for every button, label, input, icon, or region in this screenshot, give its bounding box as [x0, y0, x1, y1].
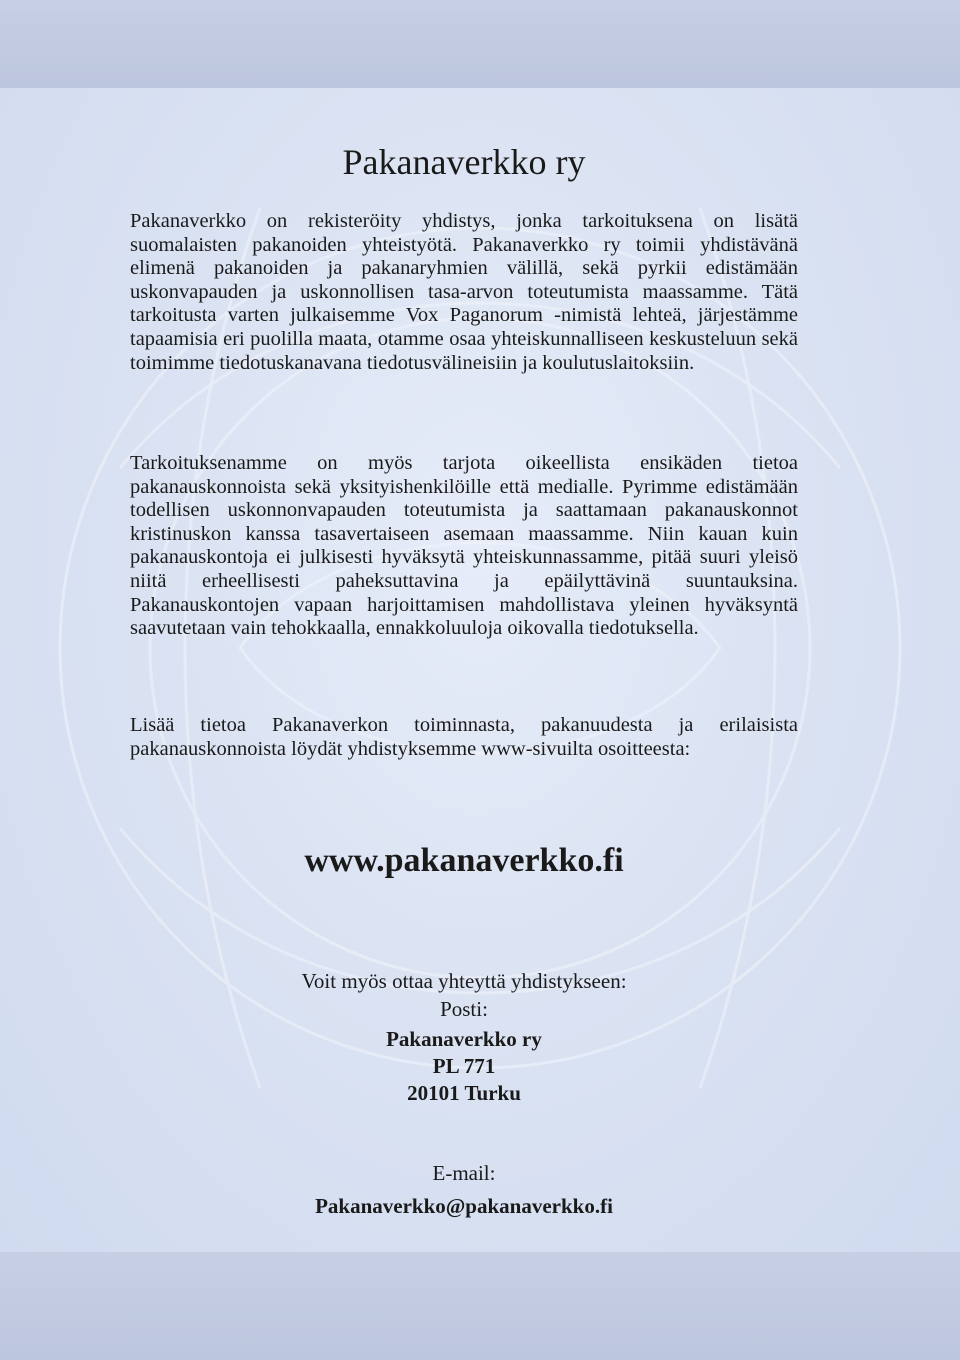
post-label: Posti:: [440, 997, 488, 1021]
document-page: [0, 88, 960, 1252]
postal-box: PL 771: [432, 1054, 496, 1078]
email-label: E-mail:: [432, 1161, 496, 1185]
postal-city: 20101 Turku: [407, 1081, 521, 1105]
page-title: Pakanaverkko ry: [342, 142, 586, 182]
contact-intro: Voit myös ottaa yhteyttä yhdistykseen:: [301, 969, 627, 993]
bottom-band: [0, 1252, 960, 1360]
postal-name: Pakanaverkko ry: [386, 1027, 542, 1051]
email-address[interactable]: Pakanaverkko@pakanaverkko.fi: [315, 1194, 613, 1218]
purpose-paragraph: Tarkoituksenamme on myös tarjota oikeellista ensikäden tietoa pakanauskonnoista sekä yksityishenkilöille että medialle. Pyrimme edistämään todellisen uskonnonvapauden toteutumista ja saattamaan pakanauskonnot kristinuskon kanssa tasavertaiseen asemaan maassamme. Niin kauan kuin pakanauskontoja ei julkisesti hyväksytä yhteiskunnassamme, pitää suuri yleisö niitä erheellisesti paheksuttavina ja epäilyttävinä suuntauksina. Pakanauskontojen vapaan harjoittamisen mahdollistava yleinen hyväksyntä saavutetaan vain tehokkaalla, ennakkoluuloja oikovalla tiedotuksella.: [130, 452, 798, 640]
website-link[interactable]: www.pakanaverkko.fi: [304, 842, 624, 879]
top-band: [0, 0, 960, 88]
intro-paragraph: Pakanaverkko on rekisteröity yhdistys, jonka tarkoituksena on lisätä suomalaisten pakanoiden yhteistyötä. Pakanaverkko ry toimii yhdistävänä elimenä pakanoiden ja pakanaryhmien välillä, sekä pyrkii edistämään uskonvapauden ja uskonnollisen tasa-arvon toteutumista maassamme. Tätä tarkoitusta varten julkaisemme Vox Paganorum -nimistä lehteä, järjestämme tapaamisia eri puolilla maata, otamme osaa yhteiskunnalliseen keskusteluun sekä toimimme tiedotuskanavana tiedotusvälineisiin ja koulutuslaitoksiin.: [130, 210, 798, 374]
more-info-paragraph: Lisää tietoa Pakanaverkon toiminnasta, pakanuudesta ja erilaisista pakanauskonnoista löydät yhdistyksemme www-sivuilta osoitteesta:: [130, 714, 798, 760]
